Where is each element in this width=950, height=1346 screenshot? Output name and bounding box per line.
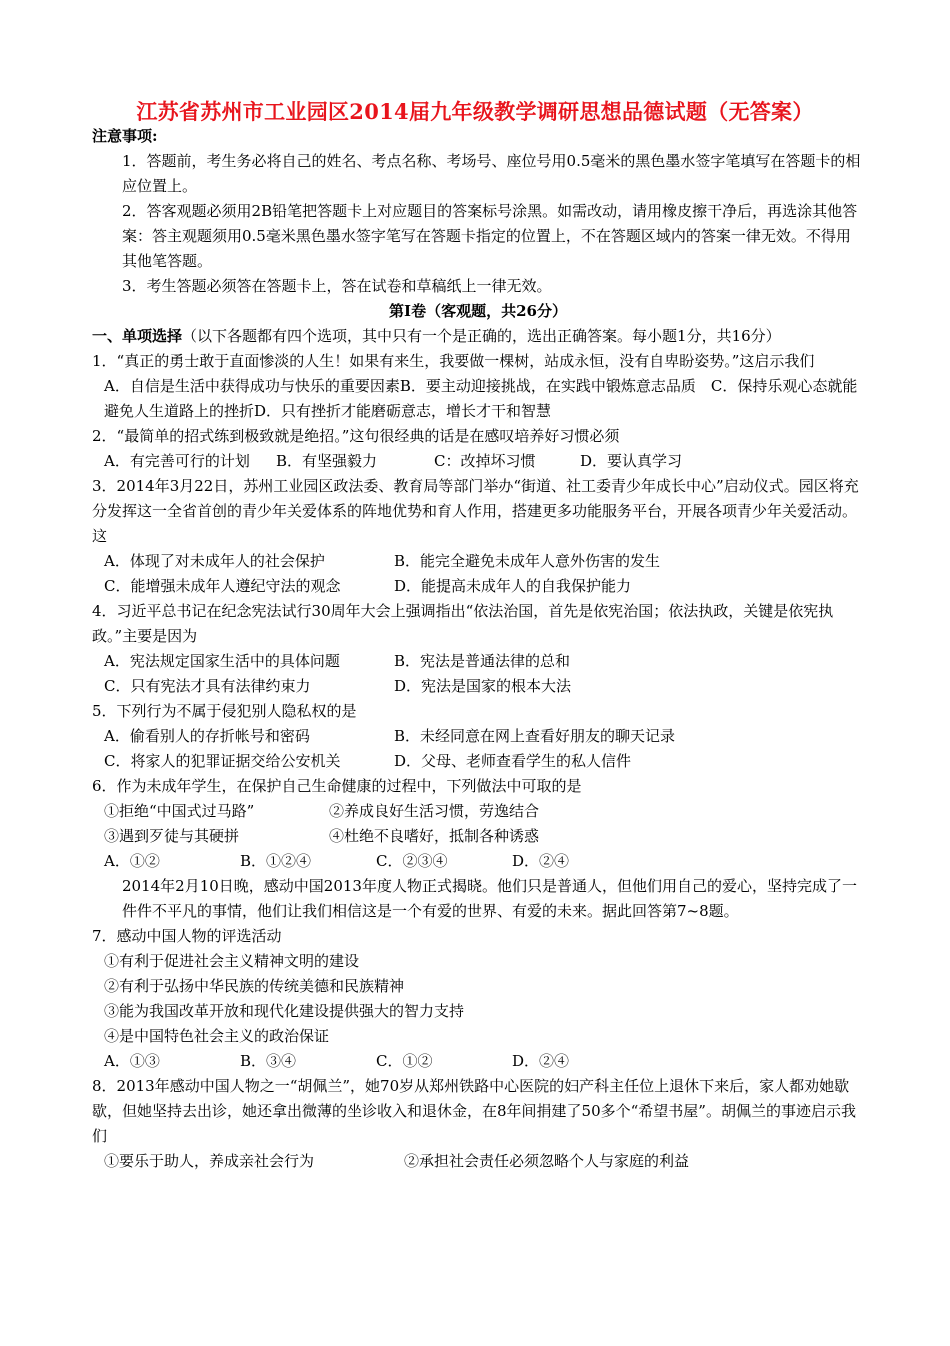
option: A．①③ (104, 1052, 160, 1070)
option: A．体现了对未成年人的社会保护 (104, 552, 325, 570)
question-stem: 3．2014年3月22日，苏州工业园区政法委、教育局等部门举办“街道、社工委青少年成长中心”启动仪式。园区将充分发挥这一全省首创的青少年关爱体系的阵地优势和育人作用，搭建更多功能服务平台，开展各项青少年关爱活动。这 (92, 477, 859, 545)
option: D．能提高未成年人的自我保护能力 (394, 577, 632, 595)
statement: ③遇到歹徒与其硬拼 (104, 827, 240, 845)
option: C．①② (376, 1052, 433, 1070)
question-stem: 4．习近平总书记在纪念宪法试行30周年大会上强调指出“依法治国，首先是依宪治国；依法执政，关键是依宪执政。”主要是因为 (92, 602, 834, 645)
option: B．有坚强毅力 (276, 452, 378, 470)
question-options: A．自信是生活中获得成功与快乐的重要因素B．要主动迎接挑战，在实践中锻炼意志品质 C．保持乐观心态就能避免人生道路上的挫折D．只有挫折才能磨砺意志，增长才干和智慧 (104, 377, 858, 420)
notice-item: 3．考生答题必须答在答题卡上，答在试卷和草稿纸上一律无效。 (122, 277, 552, 295)
question-stem: 7．感动中国人物的评选活动 (92, 927, 282, 945)
notice-item: 1．答题前，考生务必将自己的姓名、考点名称、考场号、座位号用0.5毫米的黑色墨水签字笔填写在答题卡的相应位置上。 (122, 152, 861, 195)
statement: ②养成良好生活习惯，劳逸结合 (329, 802, 540, 820)
option: C．能增强未成年人遵纪守法的观念 (104, 577, 341, 595)
question-stem: 5．下列行为不属于侵犯别人隐私权的是 (92, 702, 357, 720)
question-stem: 6．作为未成年学生，在保护自己生命健康的过程中，下列做法中可取的是 (92, 777, 582, 795)
option: A．宪法规定国家生活中的具体问题 (104, 652, 340, 670)
statement: ④是中国特色社会主义的政治保证 (104, 1027, 330, 1045)
statement: ②有利于弘扬中华民族的传统美德和民族精神 (104, 977, 405, 995)
option: B．未经同意在网上查看好朋友的聊天记录 (394, 727, 676, 745)
option: C．只有宪法才具有法律约束力 (104, 677, 311, 695)
option: C．②③④ (376, 852, 448, 870)
part-label: 一、单项选择 (92, 327, 183, 345)
question-items (92, 1149, 864, 1174)
question-stem: 1．“真正的勇士敢于直面惨淡的人生！如果有来生，我要做一棵树，站成永恒，没有自卑盼姿势。”这启示我们 (92, 352, 815, 370)
question-options (92, 674, 864, 699)
option: B．③④ (240, 1052, 297, 1070)
statement: ②承担社会责任必须忽略个人与家庭的利益 (404, 1152, 690, 1170)
page-title: 江苏省苏州市工业园区2014届九年级教学调研思想品德试题（无答案） (136, 99, 814, 124)
question-stem: 8．2013年感动中国人物之一“胡佩兰”，她70岁从郑州铁路中心医院的妇产科主任位上退休下来后，家人都劝她歇歇，但她坚持去出诊，她还拿出微薄的坐诊收入和退休金，在8年间捐建了50多个“希望书屋”。胡佩兰的事迹启示我们 (92, 1077, 856, 1145)
option: B．能完全避免未成年人意外伤害的发生 (394, 552, 661, 570)
option: C：改掉坏习惯 (434, 452, 536, 470)
question-items (92, 824, 864, 849)
question-options (92, 724, 864, 749)
part-heading (92, 324, 864, 349)
reading-passage: 2014年2月10日晚，感动中国2013年度人物正式揭晓。他们只是普通人，但他们用自己的爱心，坚持完成了一件件不平凡的事情，他们让我们相信这是一个有爱的世界、有爱的未来。据此回答第7~8题。 (122, 877, 857, 920)
statement: ①拒绝“中国式过马路” (104, 802, 255, 820)
question-options (92, 574, 864, 599)
question-items (92, 799, 864, 824)
option: B．①②④ (240, 852, 312, 870)
option: A．有完善可行的计划 (104, 452, 250, 470)
option: D．②④ (512, 852, 570, 870)
section-heading: 第Ⅰ卷（客观题，共26分） (389, 302, 567, 320)
question-options (92, 549, 864, 574)
statement: ④杜绝不良嗜好，抵制各种诱惑 (329, 827, 540, 845)
option: D．②④ (512, 1052, 570, 1070)
statement: ①要乐于助人，养成亲社会行为 (104, 1152, 315, 1170)
question-options (92, 1049, 864, 1074)
option: D．宪法是国家的根本大法 (394, 677, 572, 695)
question-options (92, 849, 864, 874)
part-desc: （以下各题都有四个选项，其中只有一个是正确的，选出正确答案。每小题1分，共16分） (182, 327, 781, 345)
question-stem: 2．“最简单的招式练到极致就是绝招。”这句很经典的话是在感叹培养好习惯必须 (92, 427, 620, 445)
exam-content (92, 124, 864, 1174)
option: A．①② (104, 852, 160, 870)
question-options (92, 649, 864, 674)
notice-heading: 注意事项: (92, 127, 158, 145)
statement: ①有利于促进社会主义精神文明的建设 (104, 952, 360, 970)
option: D．要认真学习 (580, 452, 683, 470)
notice-item: 2．答客观题必须用2B铅笔把答题卡上对应题目的答案标号涂黑。如需改动，请用橡皮擦干净后，再选涂其他答案：答主观题须用0.5毫米黑色墨水签字笔写在答题卡指定的位置上，不在答题区域内的答案一律无效。不得用其他笔答题。 (122, 202, 858, 270)
option: C．将家人的犯罪证据交给公安机关 (104, 752, 341, 770)
option: A．偷看别人的存折帐号和密码 (104, 727, 310, 745)
question-options (92, 449, 864, 474)
option: D．父母、老师查看学生的私人信件 (394, 752, 632, 770)
option: B．宪法是普通法律的总和 (394, 652, 571, 670)
statement: ③能为我国改革开放和现代化建设提供强大的智力支持 (104, 1002, 465, 1020)
question-options (92, 749, 864, 774)
